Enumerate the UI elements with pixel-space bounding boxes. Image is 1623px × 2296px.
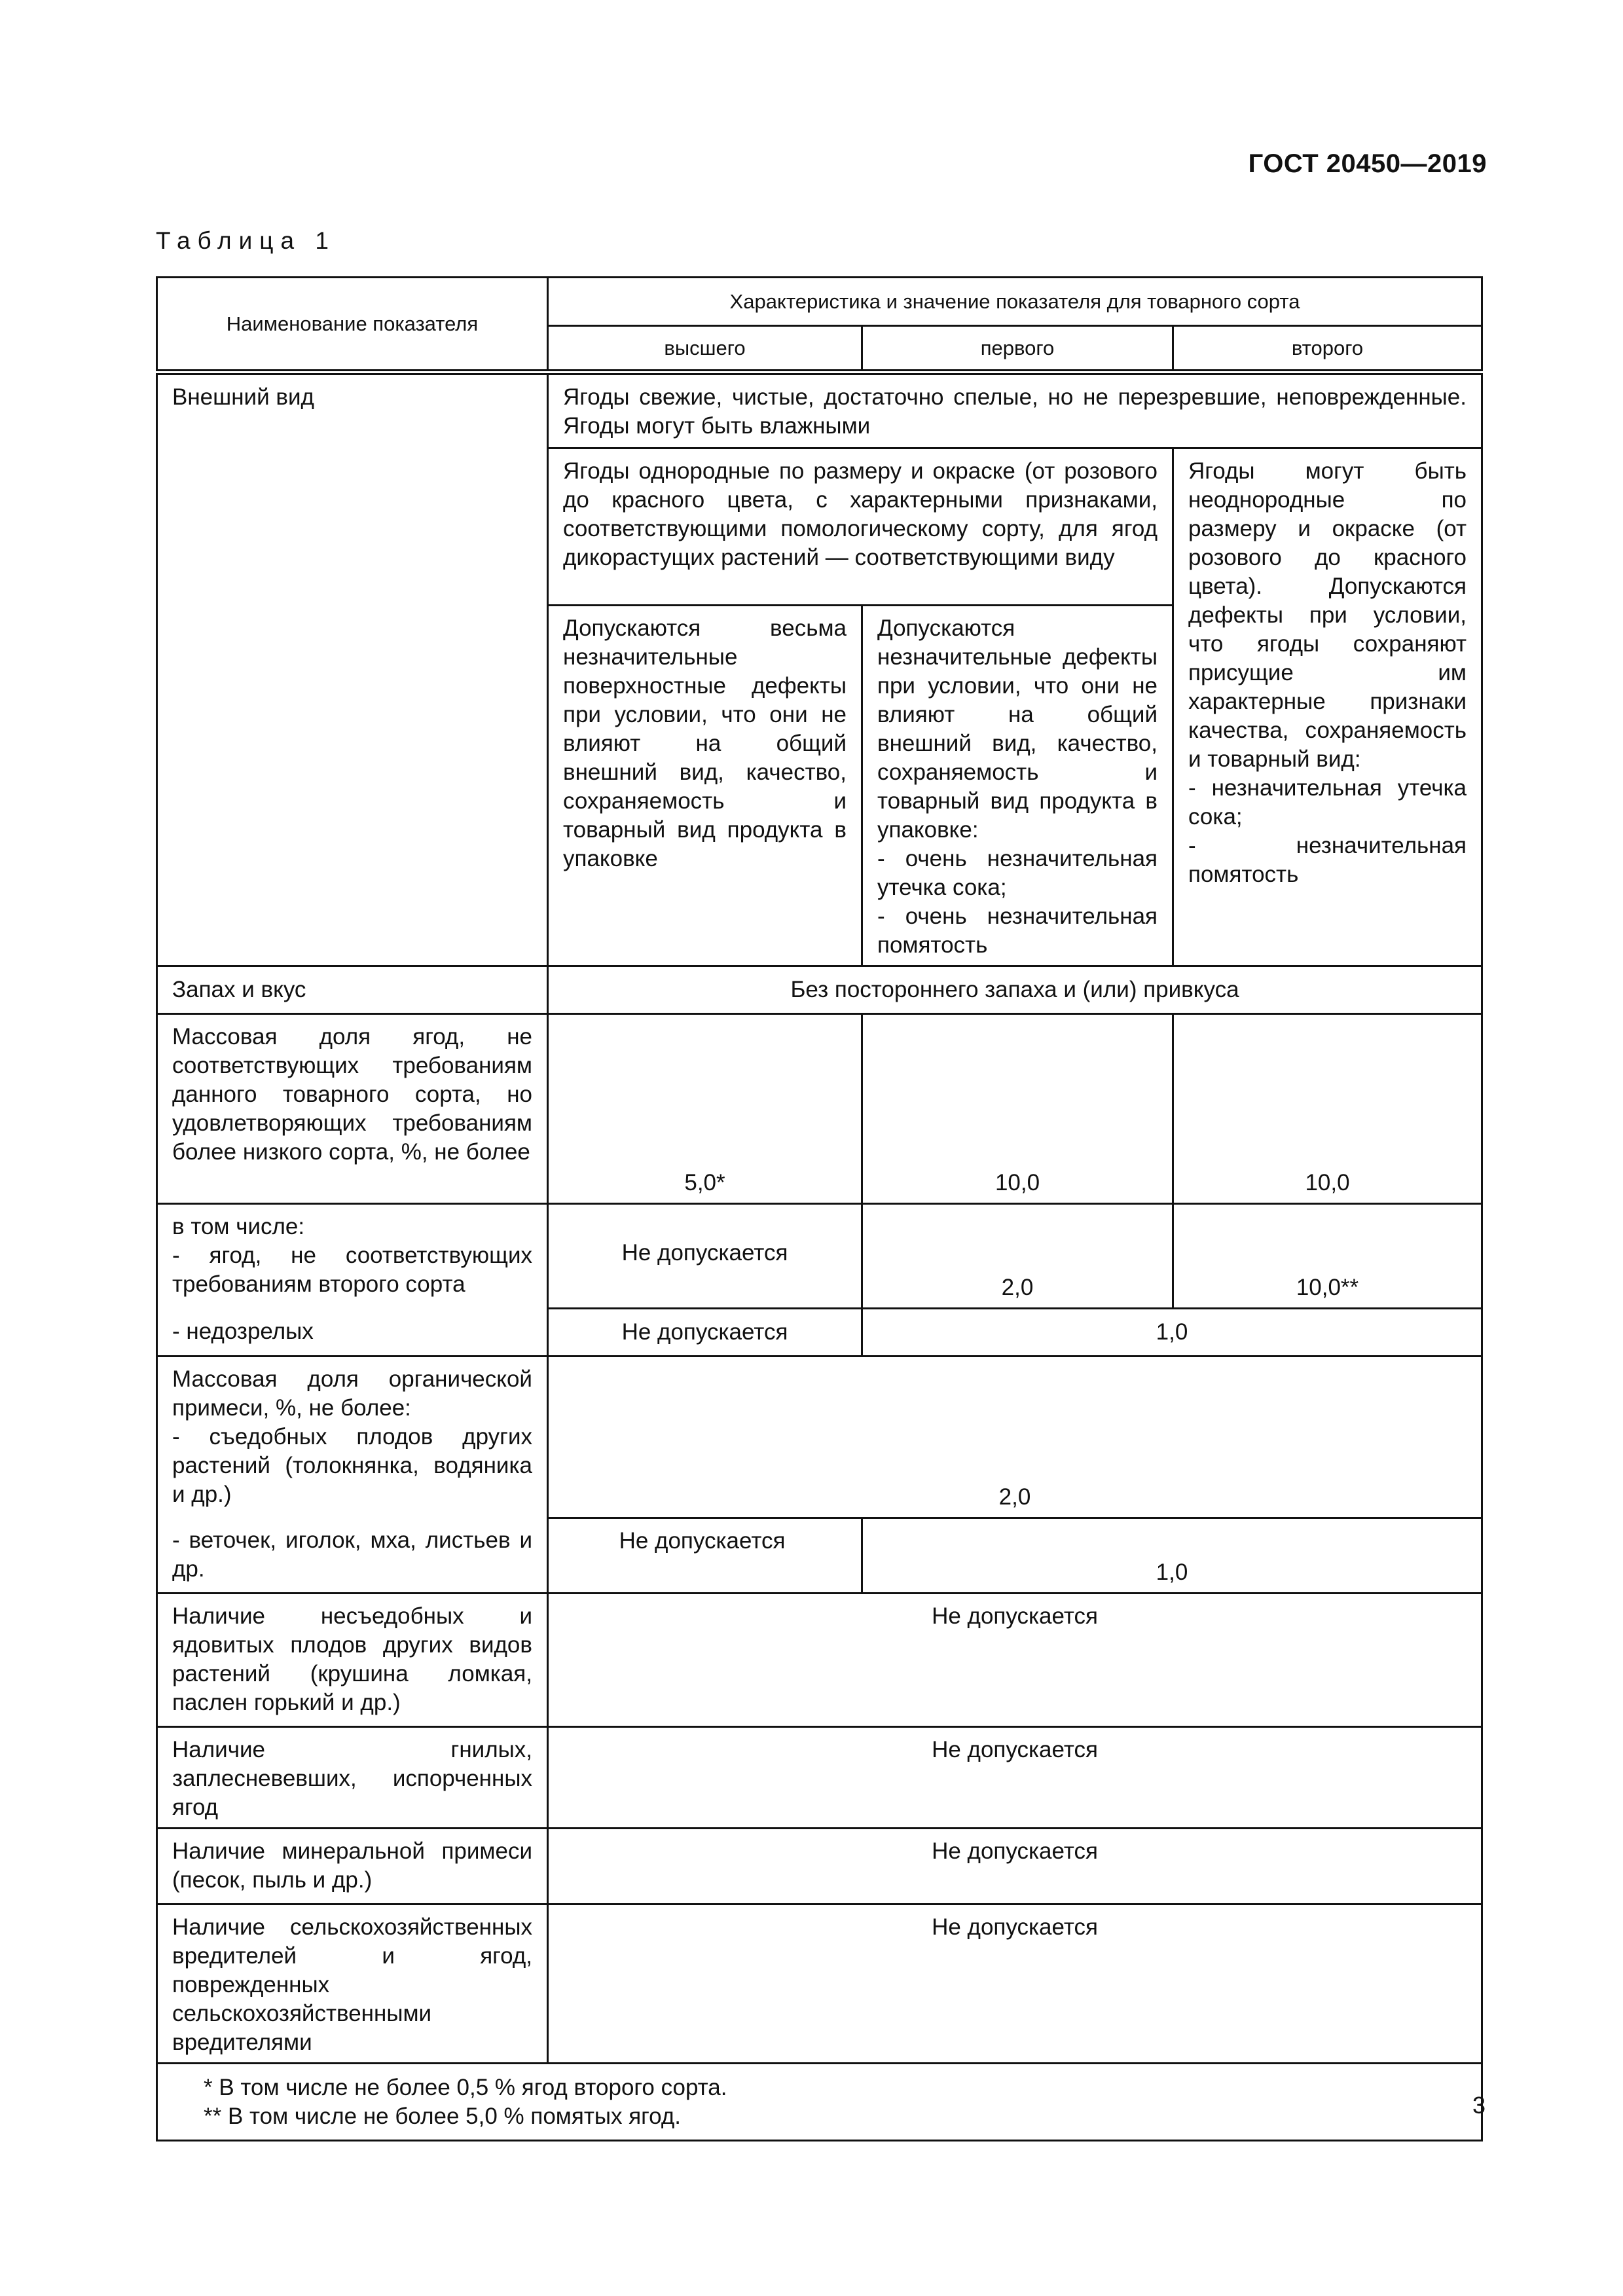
header-grade-top: высшего xyxy=(548,326,862,373)
organic-twigs-others: 1,0 xyxy=(862,1518,1482,1594)
organic-label xyxy=(157,1357,548,1518)
mass-nonconforming-first: 10,0 xyxy=(862,1014,1173,1204)
pests-label: Наличие сельскохозяйственных вредителей и ягод, поврежденных сельскохозяйственными вредителями xyxy=(157,1904,548,2064)
page-number: 3 xyxy=(1472,2092,1486,2119)
appearance-first-item: - очень незначительная помятость xyxy=(877,903,1158,958)
rotten-label: Наличие гнилых, заплесневевших, испорченных ягод xyxy=(157,1727,548,1829)
mass-nonconforming-second: 10,0 xyxy=(1173,1014,1482,1204)
including-title: в том числе: xyxy=(172,1214,305,1239)
organic-twigs-top: Не допускается xyxy=(548,1518,862,1594)
appearance-first-grade xyxy=(862,606,1173,966)
mass-nonconforming-label: Массовая доля ягод, не соответствующих требованиям данного товарного сорта, но удовлетворяющих требованиям более низкого сорта, %, не более xyxy=(157,1014,548,1204)
header-grade-group: Характеристика и значение показателя для товарного сорта xyxy=(548,278,1482,326)
appearance-second-item: - незначительная утечка сока; xyxy=(1188,775,1467,829)
table-notes xyxy=(157,2064,1482,2141)
mineral-label: Наличие минеральной примеси (песок, пыль и др.) xyxy=(157,1829,548,1904)
including-second: 10,0** xyxy=(1173,1204,1482,1309)
document-code: ГОСТ 20450—2019 xyxy=(1248,149,1487,178)
table-caption: Таблица 1 xyxy=(156,227,336,254)
rotten-value: Не допускается xyxy=(548,1727,1482,1829)
appearance-second-grade xyxy=(1173,448,1482,966)
smell-label: Запах и вкус xyxy=(157,966,548,1014)
organic-edible-value: 2,0 xyxy=(548,1357,1482,1518)
organic-edible-label: - съедобных плодов других растений (толокнянка, водяника и др.) xyxy=(172,1424,532,1507)
unripe-others: 1,0 xyxy=(862,1309,1482,1357)
appearance-second-item: - незначительная помятость xyxy=(1188,833,1467,887)
appearance-top-grade: Допускаются весьма незначительные поверхностные дефекты при условии, что они не влияют на общий внешний вид, качество, сохраняемость и товарный вид продукта в упаковке xyxy=(548,606,862,966)
pests-value: Не допускается xyxy=(548,1904,1482,2064)
unripe-top: Не допускается xyxy=(548,1309,862,1357)
inedible-label: Наличие несъедобных и ядовитых плодов других видов растений (крушина ломкая, паслен горький и др.) xyxy=(157,1594,548,1727)
mineral-value: Не допускается xyxy=(548,1829,1482,1904)
organic-title: Массовая доля органической примеси, %, не более: xyxy=(172,1366,532,1421)
header-grade-second: второго xyxy=(1173,326,1482,373)
including-label xyxy=(157,1204,548,1309)
appearance-label: Внешний вид xyxy=(157,373,548,966)
appearance-second-text: Ягоды могут быть неоднородные по размеру и окраске (от розового до красного цвета). Допускаются дефекты при условии, что ягоды сохраняют присущие им характерные признаки качества, сохраняемость и товарный вид: xyxy=(1188,458,1467,772)
organic-twigs-label: - веточек, иголок, мха, листьев и др. xyxy=(157,1518,548,1594)
header-indicator-name: Наименование показателя xyxy=(157,278,548,373)
footnote: ** В том числе не более 5,0 % помятых ягод. xyxy=(204,2104,682,2129)
smell-value: Без постороннего запаха и (или) привкуса xyxy=(548,966,1482,1014)
including-top: Не допускается xyxy=(548,1204,862,1309)
header-grade-first: первого xyxy=(862,326,1173,373)
appearance-first-text: Допускаются незначительные дефекты при условии, что они не влияют на общий внешний вид, качество, сохраняемость и товарный вид продукта в упаковке: xyxy=(877,615,1158,843)
footnote: * В том числе не более 0,5 % ягод второго сорта. xyxy=(204,2075,727,2100)
inedible-value: Не допускается xyxy=(548,1594,1482,1727)
quality-table xyxy=(156,276,1483,2141)
appearance-top-first: Ягоды однородные по размеру и окраске (от розового до красного цвета, с характерными признаками, соответствующими помологическому сорту, для ягод дикорастущих растений — соответствующими виду xyxy=(548,448,1173,606)
appearance-first-item: - очень незначительная утечка сока; xyxy=(877,846,1158,900)
appearance-common: Ягоды свежие, чистые, достаточно спелые, но не перезревшие, неповрежденные. Ягоды могут быть влажными xyxy=(548,373,1482,448)
including-sub-label: - ягод, не соответствующих требованиям второго сорта xyxy=(172,1243,532,1297)
unripe-label: - недозрелых xyxy=(157,1309,548,1357)
including-first: 2,0 xyxy=(862,1204,1173,1309)
mass-nonconforming-top: 5,0* xyxy=(548,1014,862,1204)
